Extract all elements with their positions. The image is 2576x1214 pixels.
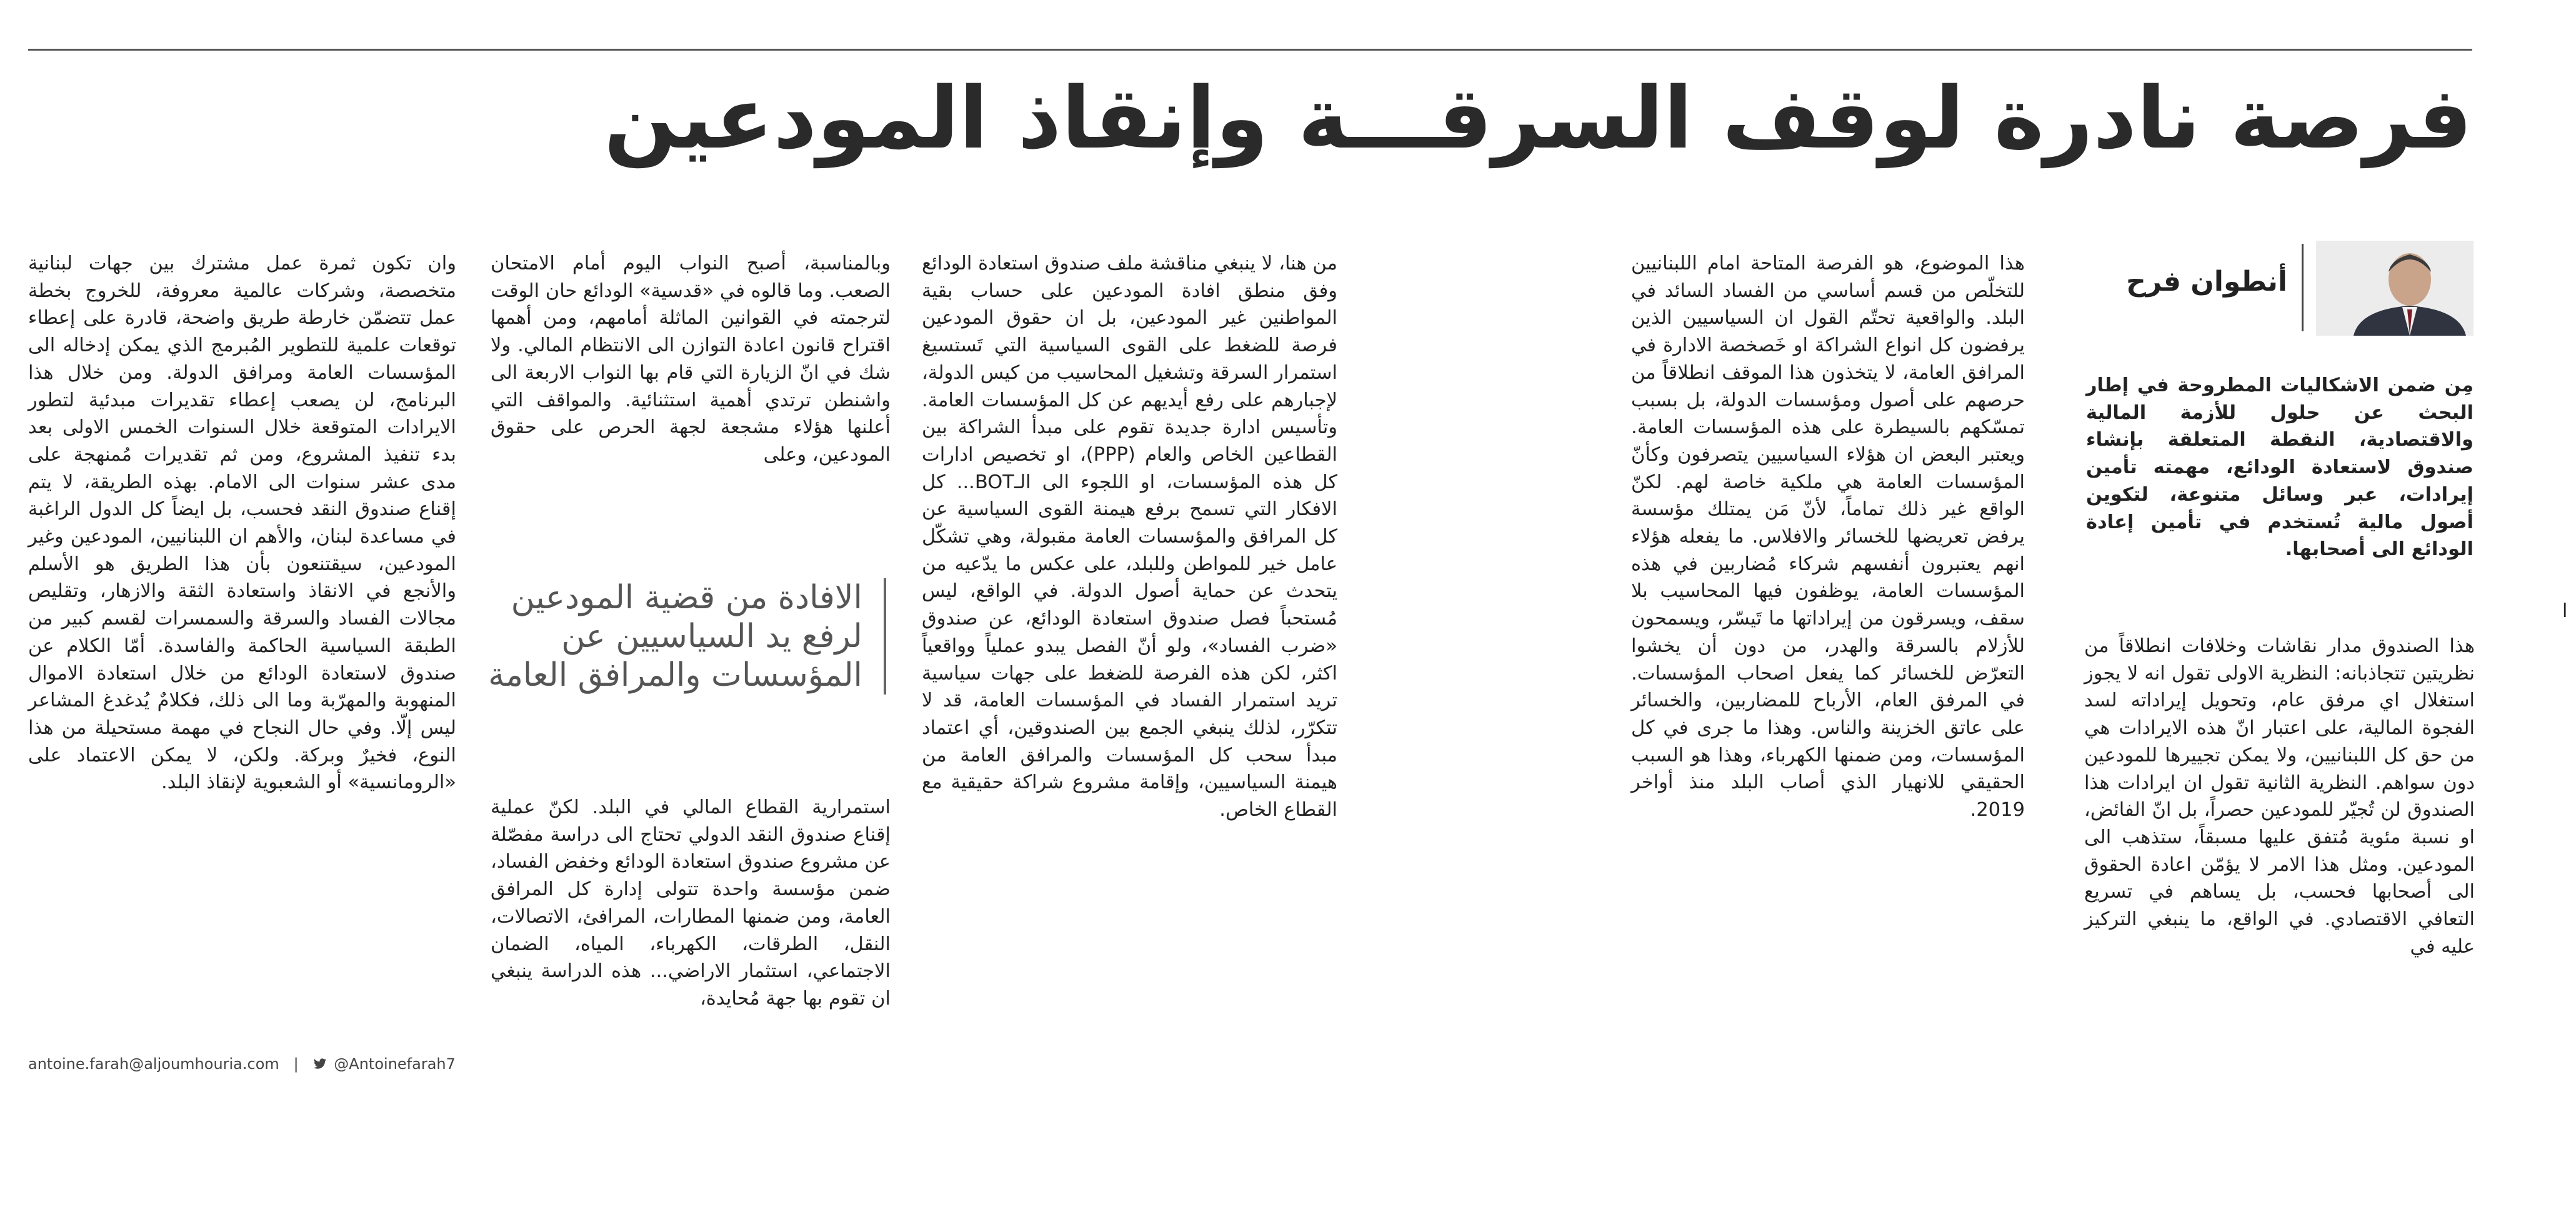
- author-portrait-icon: [2316, 241, 2474, 336]
- article-column-4-top: [491, 250, 891, 469]
- pull-quote: الافادة من قضية المودعين لرفع يد السياسيين عن المؤسسات والمرافق العامة: [487, 578, 886, 695]
- article-column-2: [1631, 250, 2025, 824]
- top-rule: [28, 49, 2472, 51]
- footer-separator: |: [293, 1055, 299, 1073]
- headline: فرصة نادرة لوقف السرقـــة وإنقاذ المودعين: [604, 69, 2472, 168]
- next-article-fragment: ا: [2562, 600, 2568, 622]
- author-divider: [2302, 244, 2304, 331]
- column-2-text: هذا الموضوع، هو الفرصة المتاحة امام اللبنانيين للتخلّص من قسم أساسي من الفساد السائد في البلد. والواقعية تحتّم القول ان السياسيين الذين يرفضون كل انواع الشراكة او خَصخصة الادارة في المرافق العامة، لا يتخذون هذا الموقف انطلاقاً من حرصهم على أصول ومؤسسات الدولة، بل بسبب تمسّكهم بالسيطرة على هذه المؤسسات العامة. ويعتبر البعض ان هؤلاء السياسيين يتصرفون وكأنّ المؤسسات العامة هي ملكية خاصة لهم. لكنّ الواقع غير ذلك تماماً، لأنّ مَن يمتلك مؤسسة يرفض تعريضها للخسائر والافلاس. ما يفعله هؤلاء انهم يعتبرون أنفسهم شركاء مُضاربين في هذه المؤسسات العامة، يوظفون فيها المحاسيب بلا سقف، ويسرقون من إيراداتها ما تَيسّر، ويسمحون للأزلام بالسرقة والهدر، من دون أن يخشوا التعرّض للخسائر كما يفعل اصحاب المؤسسات. في المرفق العام، الأرباح للمضاربين، والخسائر على عاتق الخزينة والناس. وهذا ما جرى في كل المؤسسات، ومن ضمنها الكهرباء، وهذا هو السبب الحقيقي للانهيار الذي أصاب البلد منذ أواخر 2019.: [1631, 253, 2025, 821]
- article-column-1: [2084, 633, 2475, 960]
- twitter-handle[interactable]: @Antoinefarah7: [334, 1055, 456, 1073]
- column-4-top-text: وبالمناسبة، أصبح النواب اليوم أمام الامتحان الصعب. وما قالوه في «قدسية» الودائع حان الوقت لترجمته في القوانين الماثلة أمامهم، ومن أهمها اقتراح قانون اعادة التوازن الى الانتظام المالي. ولا شك في انّ الزيارة التي قام بها النواب الاربعة الى واشنطن ترتدي أهمية استثنائية. والمواقف التي أعلنها هؤلاء مشجعة لجهة الحرص على حقوق المودعين، وعلى: [491, 253, 891, 466]
- author-name: أنطوان فرح: [2126, 266, 2287, 298]
- article-footer: [28, 1055, 903, 1073]
- column-4-bottom-text: استمرارية القطاع المالي في البلد. لكنّ عملية إقناع صندوق النقد الدولي تحتاج الى دراسة مفصّلة عن مشروع صندوق استعادة الودائع وخفض الفساد، ضمن مؤسسة واحدة تتولى إدارة كل المرافق العامة، ومن ضمنها المطارات، المرافئ، الاتصالات، النقل، الطرقات، الكهرباء، المياه، الضمان الاجتماعي، استثمار الاراضي... هذه الدراسة ينبغي ان تقوم بها جهة مُحايدة،: [491, 796, 891, 1010]
- column-3-text: من هنا، لا ينبغي مناقشة ملف صندوق استعادة الودائع وفق منطق افادة المودعين على حساب بقية المواطنين غير المودعين، بل ان حقوق المودعين فرصة للضغط على القوى السياسية التي تَستسيغ استمرار السرقة وتشغيل المحاسيب من كيس الدولة، لإجبارهم على رفع أيديهم عن كل المؤسسات العامة. وتأسيس ادارة جديدة تقوم على مبدأ الشراكة بين القطاعين الخاص والعام (PPP)، او تخصيص ادارات كل هذه المؤسسات، او اللجوء الى الـBOT... كل الافكار التي تسمح برفع هيمنة القوى السياسية عن كل المرافق والمؤسسات العامة مقبولة، وهي تشكّل عامل خير للمواطن وللبلد، على عكس ما يدّعيه من يتحدث عن حماية أصول الدولة. في الواقع، ليس مُستحباً فصل صندوق استعادة الودائع، عن صندوق «ضرب الفساد»، ولو أنّ الفصل يبدو عملياً وواقعياً اكثر، لكن هذه الفرصة للضغط على جهات سياسية تريد استمرار الفساد في المؤسسات العامة، قد لا تتكرّر، لذلك ينبغي الجمع بين الصندوقين، أي اعتماد مبدأ سحب كل المؤسسات والمرافق العامة من هيمنة السياسيين، وإقامة مشروع شراكة حقيقية مع القطاع الخاص.: [922, 253, 1338, 821]
- column-1-text: هذا الصندوق مدار نقاشات وخلافات انطلاقاً من نظريتين تتجاذبانه: النظرية الاولى تقول انه لا يجوز استغلال اي مرفق عام، وتحويل إيراداته لسد الفجوة المالية، على اعتبار انّ هذه الايرادات هي من حق كل اللبنانيين، ولا يمكن تجييرها للمودعين دون سواهم. النظرية الثانية تقول ان ايرادات هذا الصندوق لن تُجيّر للمودعين حصراً، بل انّ الفائض، او نسبة مئوية مُتفق عليها مسبقاً، ستذهب الى المودعين. ومثل هذا الامر لا يؤمّن اعادة الحقوق الى أصحابها فحسب، بل يساهم في تسريع التعافي الاقتصادي. في الواقع، ما ينبغي التركيز عليه في: [2084, 635, 2475, 958]
- article-column-5: [28, 250, 456, 796]
- author-photo: [2316, 241, 2474, 336]
- article-column-4-bottom: [491, 794, 891, 1013]
- column-5-text: وان تكون ثمرة عمل مشترك بين جهات لبنانية متخصصة، وشركات عالمية معروفة، للخروج بخطة عمل تتضمّن خارطة طريق واضحة، قادرة على إعطاء توقعات علمية للتطوير المُبرمج الذي يمكن إدخاله الى المؤسسات العامة ومرافق الدولة. ومن خلال هذا البرنامج، لن يصعب إعطاء تقديرات مبدئية لتطور الايرادات المتوقعة خلال السنوات الخمس الاولى بعد بدء تنفيذ المشروع، ومن ثم تقديرات مُمنهجة على مدى عشر سنوات الى الامام. بهذه الطريقة، لا يتم إقناع صندوق النقد فحسب، بل ايضاً كل الدول الراغبة في مساعدة لبنان، والأهم ان اللبنانيين، المودعين وغير المودعين، سيقتنعون بأن هذا الطريق هو الأسلم والأنجع في الانقاذ واستعادة الثقة والازهار، وتقليص مجالات الفساد والسرقة والسمسرات لقسم كبير من الطبقة السياسية الحاكمة والفاسدة. أمّا الكلام عن صندوق لاستعادة الودائع من خلال استعادة الاموال المنهوبة والمهرّبة وما الى ذلك، فكلامٌ يُدغدغ المشاعر ليس إلّا. وفي حال النجاح في مهمة مستحيلة من هذا النوع، فخيرٌ وبركة. ولكن، لا يمكن الاعتماد على «الرومانسية» أو الشعبوية لإنقاذ البلد.: [28, 253, 456, 794]
- author-email[interactable]: antoine.farah@aljoumhouria.com: [28, 1055, 279, 1073]
- twitter-bird-icon: [313, 1058, 327, 1070]
- article-column-3: [922, 250, 1337, 824]
- lead-paragraph: مِن ضمن الاشكاليات المطروحة في إطار البحث عن حلول للأزمة المالية والاقتصادية، النقطة المتعلقة بإنشاء صندوق لاستعادة الودائع، مهمته تأمين إيرادات، عبر وسائل متنوعة، لتكوين أصول مالية تُستخدم في تأمين إعادة الودائع الى أصحابها.: [2086, 374, 2474, 561]
